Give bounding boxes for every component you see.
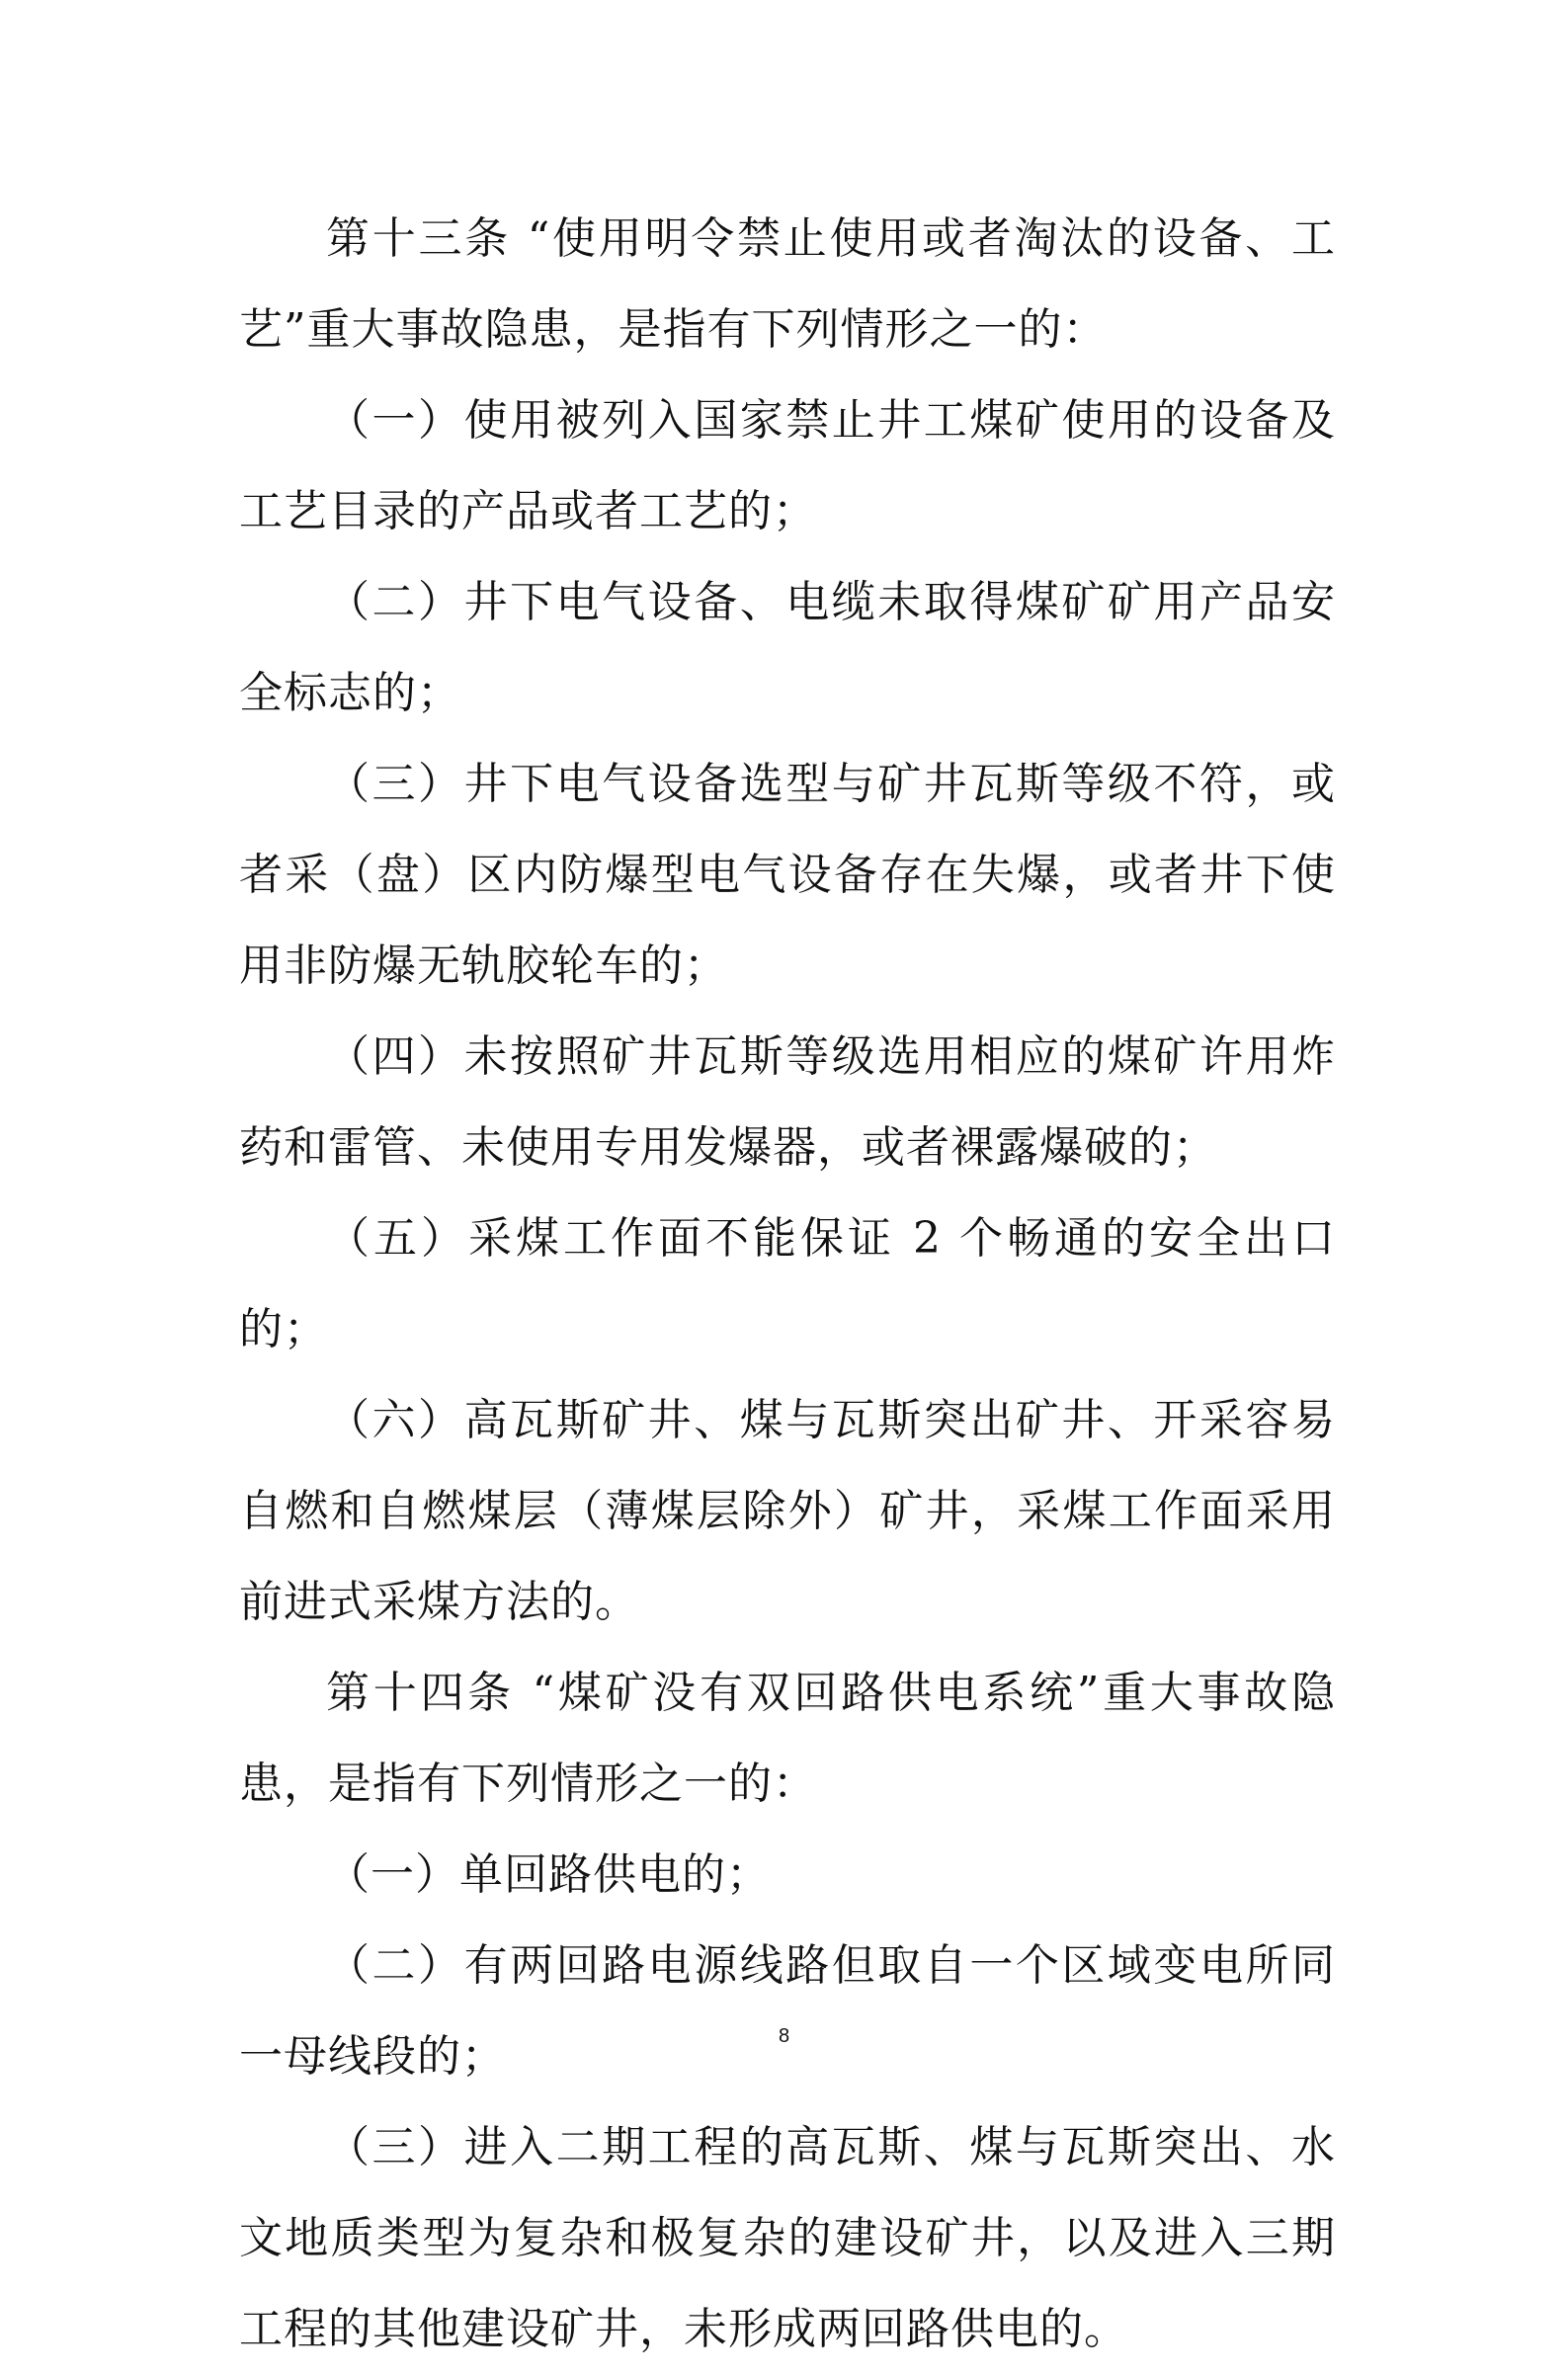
article-13-heading: 第十三条 “使用明令禁止使用或者淘汰的设备、工艺”重大事故隐患，是指有下列情形之一的： xyxy=(239,213,1336,355)
article-13-item-6: （六）高瓦斯矿井、煤与瓦斯突出矿井、开采容易自燃和自燃煤层（薄煤层除外）矿井，采煤工作面采用前进式采煤方法的。 xyxy=(239,1395,1336,1627)
article-13-item-5: （五）采煤工作面不能保证 2 个畅通的安全出口的； xyxy=(239,1213,1336,1354)
page-number: 8 xyxy=(778,2025,790,2047)
article-14-heading: 第十四条 “煤矿没有双回路供电系统”重大事故隐患，是指有下列情形之一的： xyxy=(239,1668,1336,1809)
article-13-item-3: （三）井下电气设备选型与矿井瓦斯等级不符，或者采（盘）区内防爆型电气设备存在失爆，或者井下使用非防爆无轨胶轮车的； xyxy=(239,759,1336,991)
article-14-item-2: （二）有两回路电源线路但取自一个区域变电所同一母线段的； xyxy=(239,1940,1336,2082)
article-14-item-1: （一）单回路供电的； xyxy=(326,1849,771,1900)
article-13-item-1: （一）使用被列入国家禁止井工煤矿使用的设备及工艺目录的产品或者工艺的； xyxy=(239,395,1336,536)
article-13-item-4: （四）未按照矿井瓦斯等级选用相应的煤矿许用炸药和雷管、未使用专用发爆器，或者裸露爆破的； xyxy=(239,1031,1336,1173)
article-13-item-2: （二）井下电气设备、电缆未取得煤矿矿用产品安全标志的； xyxy=(239,577,1336,718)
article-14-item-3: （三）进入二期工程的高瓦斯、煤与瓦斯突出、水文地质类型为复杂和极复杂的建设矿井，以及进入三期工程的其他建设矿井，未形成两回路供电的。 xyxy=(239,2122,1336,2354)
